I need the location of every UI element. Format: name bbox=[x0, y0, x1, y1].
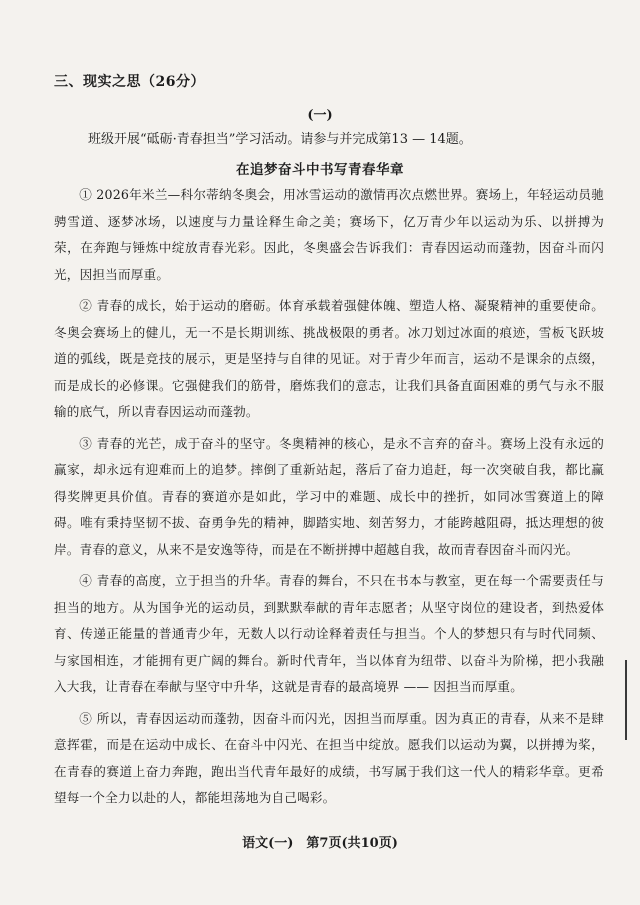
paragraph-3: ③ 青春的光芒，成于奋斗的坚守。冬奥精神的核心，是永不言弃的奋斗。赛场上没有永远的赢家，却永远有迎难而上的追梦。摔倒了重新站起，落后了奋力追赶，每一次突破自我，都比赢得奖牌更具价值。青春的赛道亦是如此，学习中的难题、成长中的挫折，如同冰雪赛道上的障碍。唯有秉持坚韧不拔、奋勇争先的精神，脚踏实地、刻苦努力，才能跨越阻碍，抵达理想的彼岸。青春的意义，从来不是安逸等待，而是在不断拼搏中超越自我，故而青春因奋斗而闪光。 bbox=[54, 435, 604, 557]
article-title: 在追梦奋斗中书写青春华章 bbox=[236, 162, 404, 178]
page-footer: 语文(一) 第7页(共10页) bbox=[242, 836, 398, 851]
paragraph-5: ⑤ 所以，青春因运动而蓬勃，因奋斗而闪光，因担当而厚重。因为真正的青春，从来不是肆意挥霍，而是在运动中成长、在奋斗中闪光、在担当中绽放。愿我们以运动为翼，以拼搏为桨，在青春的赛道上奋力奔跑，跑出当代青年最好的成绩，书写属于我们这一代人的精彩华章。更希望每一个全力以赴的人，都能坦荡地为自己喝彩。 bbox=[54, 710, 604, 805]
section-heading: 三、现实之思（26分） bbox=[54, 74, 205, 90]
paragraph-2: ② 青春的成长，始于运动的磨砺。体育承载着强健体魄、塑造人格、凝聚精神的重要使命。冬奥会赛场上的健儿，无一不是长期训练、挑战极限的勇者。冰刀划过冰面的痕迹，雪板飞跃坡道的弧线，既是竞技的展示，更是坚持与自律的见证。对于青少年而言，运动不是课余的点缀，而是成长的必修课。它强健我们的筋骨，磨炼我们的意志，让我们具备直面困难的勇气与永不服输的底气，所以青春因运动而蓬勃。 bbox=[54, 298, 604, 419]
paragraph-1: ① 2026年米兰—科尔蒂纳冬奥会，用冰雪运动的激情再次点燃世界。赛场上，年轻运动员驰骋雪道、逐梦冰场，以速度与力量诠释生命之美；赛场下，亿万青少年以运动为乐、以拼搏为荣，在奔跑与锤炼中绽放青春光彩。因此，冬奥盛会告诉我们：青春因运动而蓬勃，因奋斗而闪光，因担当而厚重。 bbox=[54, 187, 604, 282]
part-marker: (一) bbox=[307, 108, 333, 123]
paragraph-4: ④ 青春的高度，立于担当的升华。青春的舞台，不只在书本与教室，更在每一个需要责任与担当的地方。从为国争光的运动员，到默默奉献的青年志愿者；从坚守岗位的建设者，到热爱体育、传递正能量的普通青少年，无数人以行动诠释着责任与担当。个人的梦想只有与时代同频、与家国相连，才能拥有更广阔的舞台。新时代青年，当以体育为纽带、以奋斗为阶梯，把小我融入大我，让青春在奉献与坚守中升华，这就是青春的最高境界 —— 因担当而厚重。 bbox=[54, 573, 604, 694]
margin-scan-mark bbox=[625, 660, 627, 740]
article-body bbox=[54, 182, 604, 817]
activity-intro: 班级开展“砥砺·青春担当”学习活动。请参与并完成第13 — 14题。 bbox=[88, 132, 472, 147]
